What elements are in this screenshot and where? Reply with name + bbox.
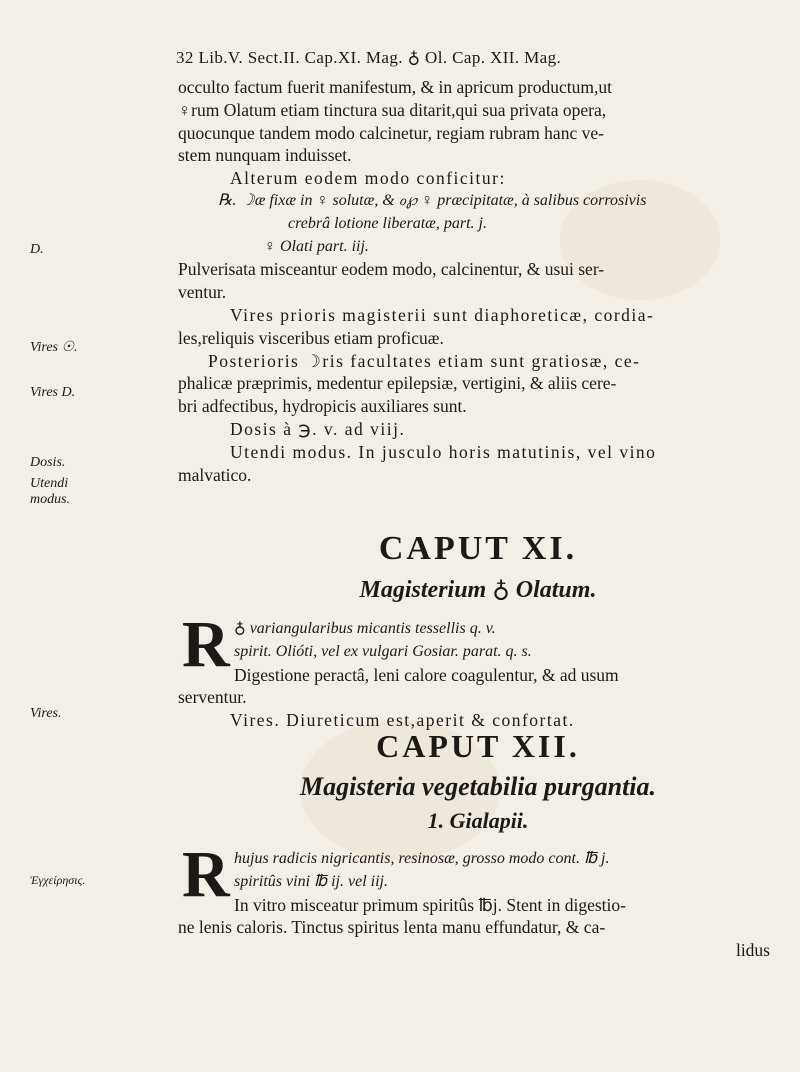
text-line: phalicæ præprimis, medentur epilepsiæ, vertigini, & aliis cere-	[178, 373, 617, 394]
gialapii-heading: 1. Gialapii.	[427, 808, 529, 833]
text-line: hujus radicis nigricantis, resinosæ, grosso modo cont. ℔ j.	[234, 850, 610, 867]
chapter-subheading-xii: Magisteria vegetabilia purgantia.	[299, 772, 657, 801]
text-line: occulto factum fuerit manifestum, & in apricum productum,ut	[178, 77, 612, 97]
alterum-line: Alterum eodem modo conficitur:	[230, 168, 506, 189]
chapter-subheading-xi: Magisterium ♁ Olatum.	[359, 577, 597, 603]
text-line: ventur.	[178, 282, 227, 303]
text-line: Pulverisata misceantur eodem modo, calcinentur, & usui ser-	[178, 259, 605, 280]
margin-note-vires-xi: Vires.	[30, 706, 62, 721]
drop-cap-r: R	[182, 838, 230, 911]
text-line: spirit. Olióti, vel ex vulgari Gosiar. parat. q. s.	[234, 642, 532, 660]
text-line: les,reliquis visceribus etiam proficuæ.	[178, 327, 444, 348]
margin-note-vires-sol: Vires ☉.	[30, 340, 78, 355]
recipe-caput-xi	[178, 618, 778, 732]
text-line: ♁ variangularibus micantis tessellis q. v.	[234, 620, 496, 637]
recipe-caput-xii	[178, 848, 778, 962]
text-line: ne lenis caloris. Tinctus spiritus lenta manu effundatur, & ca-	[178, 917, 606, 938]
text-line: quocunque tandem modo calcinetur, regiam rubram hanc ve-	[178, 122, 604, 143]
running-header: 32 Lib.V. Sect.II. Cap.XI. Mag. ♁ Ol. Cap. XII. Mag.	[176, 48, 562, 67]
text-line: In vitro misceatur primum spiritûs ℔j. Stent in digestio-	[234, 894, 626, 915]
text-line: Vires prioris magisterii sunt diaphoreticæ, cordia-	[230, 304, 655, 325]
drop-cap-r: R	[182, 608, 230, 681]
text-line: spiritûs vini ℔ ij. vel iij.	[234, 872, 388, 890]
recipe-line: crebrâ lotione liberatæ, part. j.	[288, 214, 487, 232]
text-line: serventur.	[178, 687, 247, 708]
recipe-line: ♀ Olati part. iij.	[264, 237, 369, 255]
margin-note-vires-luna: Vires D.	[30, 385, 76, 400]
text-line: bri adfectibus, hydropicis auxiliares sunt.	[178, 396, 467, 417]
text-line: malvatico.	[178, 464, 252, 485]
text-line: Posterioris ☽ris facultates etiam sunt gratiosæ, ce-	[208, 350, 641, 371]
margin-note-d: D.	[30, 242, 44, 257]
margin-note-encheiresis: Ἐγχείρησις.	[30, 873, 86, 887]
text-line: ♀rum Olatum etiam tinctura sua ditarit,qui sua privata opera,	[178, 99, 607, 120]
margin-note-utendi: Utendi	[30, 476, 69, 491]
text-line: stem nunquam induisset.	[178, 145, 352, 166]
paragraph-occulto	[178, 76, 778, 486]
text-line: Utendi modus. In jusculo horis matutinis, vel vino	[230, 441, 657, 462]
recipe-line: ℞. ☽æ fixæ in ♀ solutæ, & ℴ℘ ♀ præcipitatæ, à salibus corrosivis	[218, 191, 647, 209]
chapter-heading-xi: CAPUT XI.	[378, 530, 578, 567]
margin-note-modus: modus.	[30, 492, 71, 507]
margin-note-dosis: Dosis.	[30, 455, 66, 470]
text-line: Digestione peractâ, leni calore coagulentur, & ad usum	[234, 664, 619, 685]
vires-line: Vires. Diureticum est,aperit & confortat.	[230, 710, 575, 731]
catchword: lidus	[735, 940, 770, 961]
chapter-heading-xii: CAPUT XII.	[376, 728, 580, 764]
dosis-line: Dosis à ℈. v. ad viij.	[230, 418, 406, 439]
